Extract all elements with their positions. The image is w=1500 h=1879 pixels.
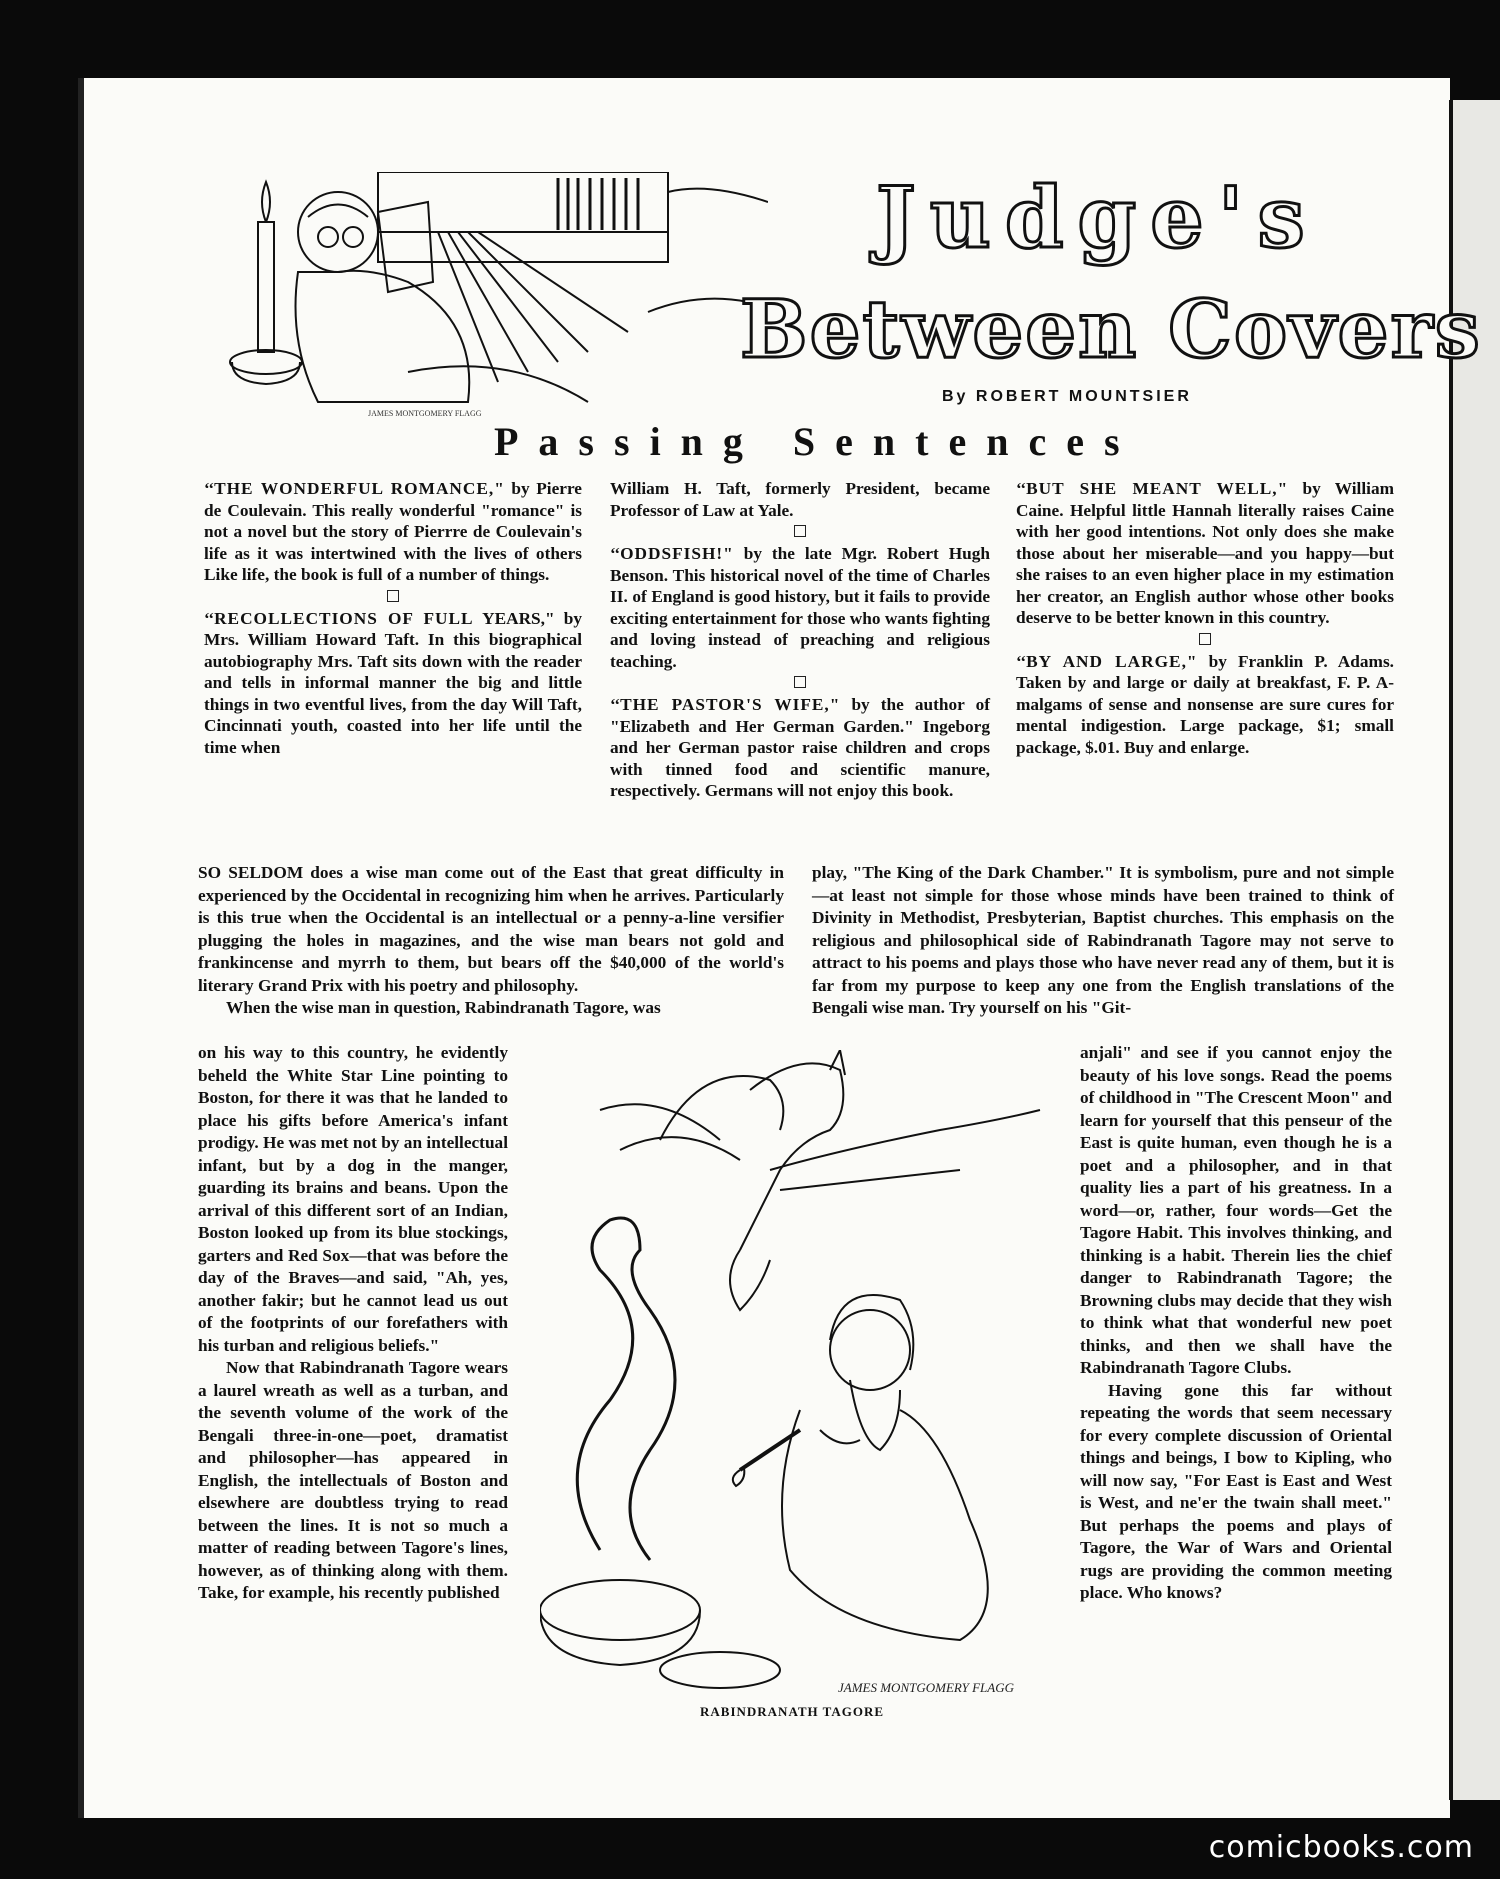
illustration-caption: RABINDRANATH TAGORE [700,1704,885,1719]
section-title: Passing Sentences [494,419,1140,464]
separator-square [794,525,806,537]
review-column-2: William H. Taft, formerly President, became Professor of Law at Yale. ‘‘ODDSFISH!" by the late Mgr. Robert Hugh Benson. This historical novel of the time of Charles II. of England is good history, but it fails to provide exciting entertainment for those who wants fighting and loving instead of preaching and religious teaching. ‘‘THE PASTOR'S WIFE," by the author of "Elizabeth and Her German Garden." Ingeborg and her German pastor raise children and crops with tinned food and scientific manure, respectively. Germans will not enjoy this book. [610,479,990,800]
header-art-signature: JAMES MONTGOMERY FLAGG [368,409,482,418]
candle [258,222,274,352]
review-body: YEARS," by Mrs. William Howard Taft. In this biographical autobiography Mrs. Taft sits down with the reader and tells in informal manner the big and little things in two eventful lives, from the day Will Taft, Cincinnati youth, coasted into her life until the time when [204,608,582,757]
basket [540,1580,700,1640]
review-title: BUT SHE MEANT WELL," [1026,479,1289,498]
article-paragraph: SO SELDOM does a wise man come out of the East that great difficulty in experienced by the Occidental in recognizing him when he arrives. Particularly is this true when the Occidental is an intellectual or a penny-a-line versifier plugging the holes in magazines, and the wise man bears not gold and frankincense and myrrh to them, but bears off the $40,000 of the world's literary Grand Prix with his poetry and philosophy. [198,863,784,995]
wing [660,1076,783,1140]
header-illustration [228,172,768,420]
review-title: THE WONDERFUL ROMANCE," [214,479,505,498]
masthead-title-line1: Judge's [876,168,1319,267]
review-title: ODDSFISH!" [620,544,734,563]
article-paragraph: Now that Rabindranath Tagore wears a laurel wreath as well as a turban, and the seventh volume of the work of the Bengali three-in-one—poet, dramatist and philosopher—has appeared in English, the intellectuals of Boston and elsewhere are doubtless trying to read between the lines. It is not so much a matter of reading between Tagore's lines, however, as of thinking along with them. Take, for example, his recently published [198,1358,508,1602]
review-title: BY AND LARGE," [1026,651,1198,671]
figure-head [830,1310,910,1390]
review-column-3: ‘‘BUT SHE MEANT WELL," by William Caine. Helpful little Hannah literally raises Caine with her good intentions. Not only does she make those about her miserable—and you happy—but she raises to an even higher place in my estimation her creator, an English author whose other books deserve to be better known in this country. ‘‘BY AND LARGE," by Franklin P. Adams. Taken by and large or daily at breakfast, F. P. A-malgams of sense and nonsense are sure cures for mental indigestion. Large package, $1; small package, $.01. Buy and enlarge. [1016,479,1394,757]
article-right-column [1080,1042,1392,1605]
article-paragraph: Having gone this far without repeating the words that seem necessary for every complete discussion of Oriental things and beings, I bow to Kipling, who will now say, "For East is East and West is West, and ne'er the twain shall meet." But perhaps the poems and plays of Tagore, the War of Wars and Oriental rugs are providing the common meeting place. Who knows? [1080,1380,1392,1602]
flute [740,1430,800,1470]
review-body: by Franklin P. Adams. Taken by and large or daily at breakfast, F. P. A-malgams of sense and nonsense are sure cures for mental indigestion. Large package, $1; small package, $.01. Buy and enlarge. [1016,651,1394,757]
review-body: by Pierre de Coulevain. This really wonderful "romance" is not a novel but the story of Pierrre de Coulevain's life as it was intertwined with the lives of others Like life, the book is full of a number of things. [204,479,582,584]
article-paragraph: anjali" and see if you cannot enjoy the beauty of his love songs. Read the poems of childhood in "The Crescent Moon" and learn for yourself that this penseur of the East is quite human, even though he is a poet and a philosopher, and in that quality lies a part of his greatness. In a word—or, rather, four words—Get the Tagore Habit. This involves thinking, and thinking is a habit. Therein lies the chief danger to Rabindranath Tagore; the Browning clubs may decide that they wish to think what that wonderful new poet thinks, and then we shall have the Rabindranath Tagore Clubs. [1080,1043,1392,1377]
article-paragraph: play, "The King of the Dark Chamber." It is symbolism, pure and not simple—at least not simple for those whose minds have been trained to think of Divinity in Methodist, Presbyterian, Baptist churches. This emphasis on the religious and philosophical side of Rabindranath Tagore may not serve to attract to his poems and plays those who have never read any of them, but it is far from my purpose to keep any one from the English translations of the Bengali wise man. Try yourself on his "Git- [812,863,1394,1017]
separator-square [387,590,399,602]
review-title: THE PASTOR'S WIFE," [620,695,841,714]
page-binding-edge [78,78,84,1818]
review-body: by the author of "Elizabeth and Her German Garden." Ingeborg and her German pastor raise children and crops with tinned food and scientific manure, respectively. Germans will not enjoy this book. [610,695,990,800]
snake [577,1218,675,1560]
byline: By ROBERT MOUNTSIER [942,388,1192,405]
article-left-column [198,1042,508,1605]
review-body: by William Caine. Helpful little Hannah literally raises Caine with her good intentions. Not only does she make those about her miserable—and you happy—but she raises to an even higher place in my estimation her creator, an English author whose other books deserve to be better known in this country. [1016,479,1394,627]
separator-square [1199,633,1211,645]
article-paragraph: on his way to this country, he evidently beheld the White Star Line pointing to Boston, for there it was that he landed to place his gifts before America's infant prodigy. He was met not by an intellectual infant, but by a dog in the manger, guarding its brains and beans. Upon the arrival of this different sort of an Indian, Boston looked up from its blue stockings, garters and Red Sox—that was before the day of the Braves—and said, "Ah, yes, another fakir; but he cannot lead us out of the footprints of our forefathers with his turban and religious beliefs." [198,1043,508,1355]
review-column-1: ‘‘THE WONDERFUL ROMANCE," by Pierre de Coulevain. This really wonderful "romance" is not a novel but the story of Pierrre de Coulevain's life as it was intertwined with the lives of others Like life, the book is full of a number of things. ‘‘RECOLLECTIONS OF FULL YEARS," by Mrs. William Howard Taft. In this biographical autobiography Mrs. Taft sits down with the reader and tells in informal manner the big and little things in two eventful lives, from the day Will Taft, Cincinnati youth, coasted into her life until the time when [204,479,582,757]
article-paragraph: When the wise man in question, Rabindranath Tagore, was [226,998,661,1017]
review-body-continued: William H. Taft, formerly President, became Professor of Law at Yale. [610,479,990,520]
article-opening [198,862,784,1020]
review-title: RECOLLECTIONS OF FULL [214,608,474,628]
tagore-illustration [540,1050,1060,1690]
masthead-title-line2: Between Covers [740,282,1482,376]
illustration-signature: JAMES MONTGOMERY FLAGG [838,1680,1014,1695]
review-body: by the late Mgr. Robert Hugh Benson. This historical novel of the time of Charles II. of England is good history, but it fails to provide exciting entertainment for those who wants fighting and loving instead of preaching and religious teaching. [610,544,990,671]
article-right-top [812,862,1394,1020]
watermark: comicbooks.com [1208,1830,1474,1865]
separator-square [794,676,806,688]
